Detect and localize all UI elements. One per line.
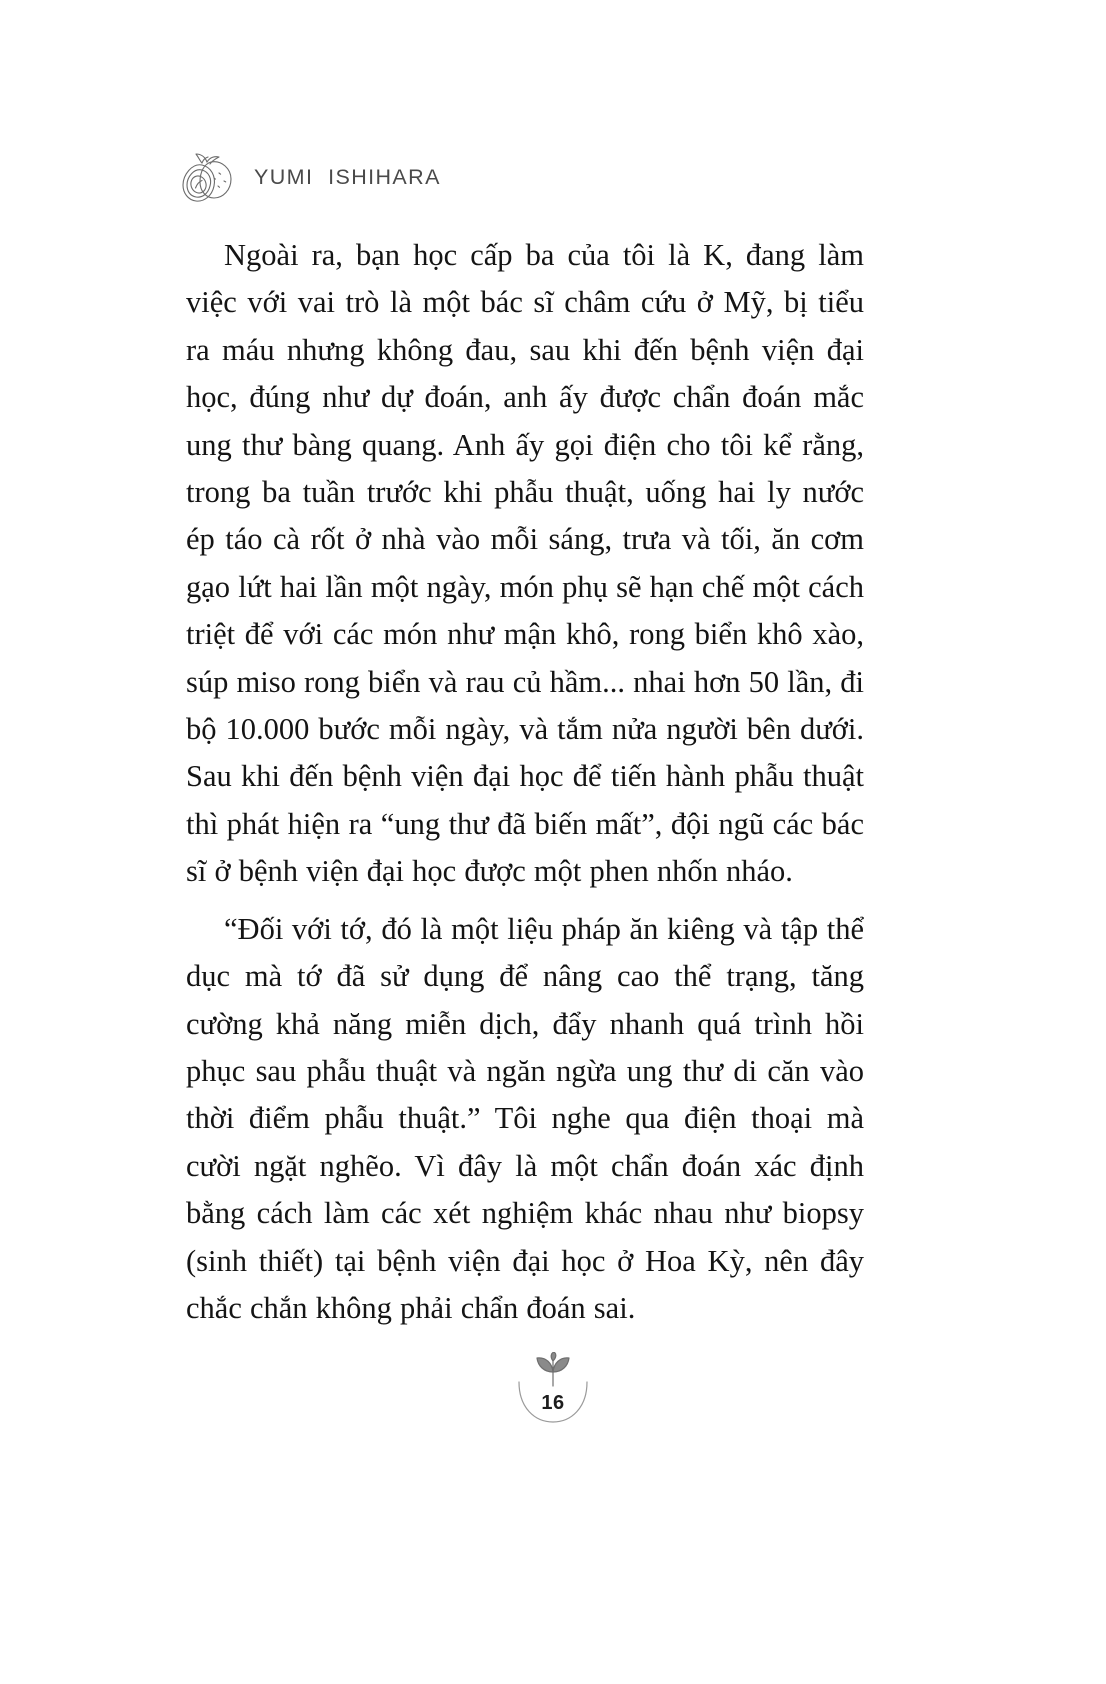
paragraph-1 bbox=[186, 232, 864, 896]
leaf-sprout-arc-icon bbox=[501, 1352, 605, 1428]
paragraph-2 bbox=[186, 906, 864, 1333]
paragraph-1-text: Ngoài ra, bạn học cấp ba của tôi là K, đang làm việc với vai trò là một bác sĩ châm cứu ở Mỹ, bị tiểu ra máu nhưng không đau, sau khi đến bệnh viện đại học, đúng như dự đoán, anh ấy được chẩn đoán mắc ung thư bàng quang. Anh ấy gọi điện cho tôi kể rằng, trong ba tuần trước khi phẫu thuật, uống hai ly nước ép táo cà rốt ở nhà vào mỗi sáng, trưa và tối, ăn cơm gạo lứt hai lần một ngày, món phụ sẽ hạn chế một cách triệt để với các món như mận khô, rong biển khô xào, súp miso rong biển và rau củ hầm... nhai hơn 50 lần, đi bộ 10.000 bước mỗi ngày, và tắm nửa người bên dưới. Sau khi đến bệnh viện đại học để tiến hành phẫu thuật thì phát hiện ra “ung thư đã biến mất”, đội ngũ các bác sĩ ở bệnh viện đại học được một phen nhốn nháo. bbox=[186, 238, 864, 889]
page-number: 16 bbox=[541, 1392, 565, 1414]
body-text-block bbox=[186, 232, 864, 1332]
page-footer bbox=[0, 1352, 1106, 1428]
paragraph-2-text: “Đối với tớ, đó là một liệu pháp ăn kiêng và tập thể dục mà tớ đã sử dụng để nâng cao thể trạng, tăng cường khả năng miễn dịch, đẩy nhanh quá trình hồi phục sau phẫu thuật và ngăn ngừa ung thư di căn vào thời điểm phẫu thuật.” Tôi nghe qua điện thoại mà cười ngặt nghẽo. Vì đây là một chẩn đoán xác định bằng cách làm các xét nghiệm khác nhau như biopsy (sinh thiết) tại bệnh viện đại học ở Hoa Kỳ, nên đây chắc chắn không phải chẩn đoán sai. bbox=[186, 911, 864, 1325]
running-header bbox=[178, 148, 441, 206]
running-header-author: YUMI ISHIHARA bbox=[254, 164, 441, 189]
avocado-illustration-icon bbox=[178, 148, 240, 206]
